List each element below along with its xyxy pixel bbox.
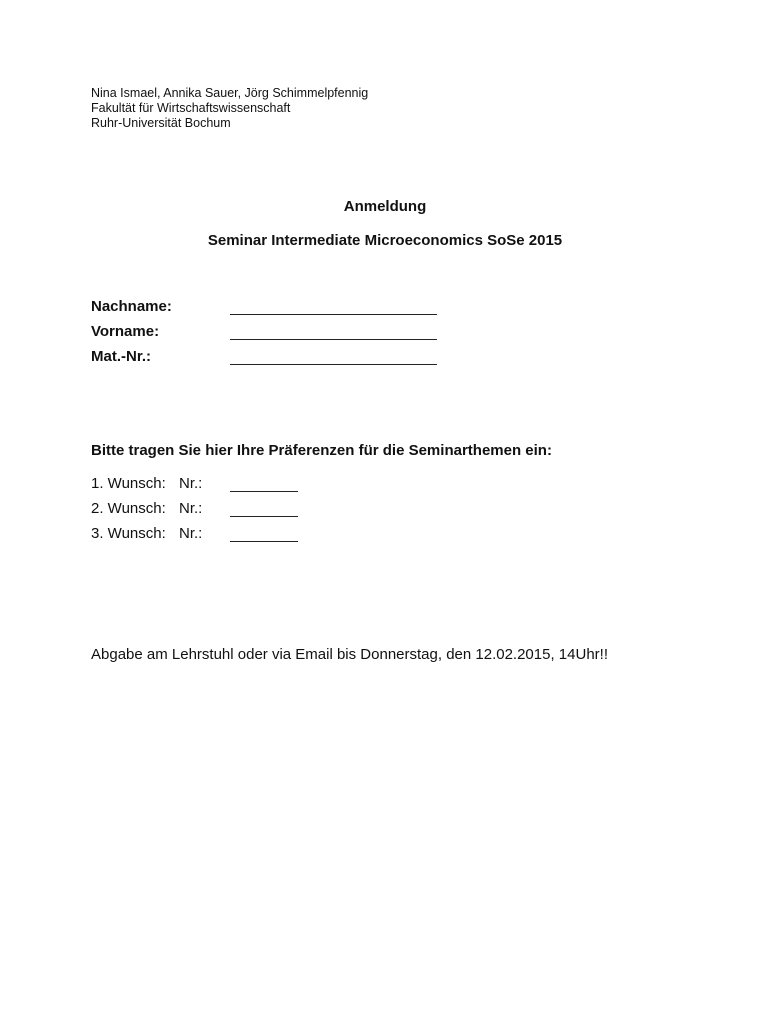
wish-nr-label: Nr.: [179, 475, 203, 492]
wish-label: 1. Wunsch: [91, 475, 166, 492]
wish-3-blank-line[interactable] [230, 541, 298, 542]
preferences-heading: Bitte tragen Sie hier Ihre Präferenzen für die Seminarthemen ein: [91, 442, 552, 459]
wish-1-blank-line[interactable] [230, 491, 298, 492]
wish-nr-label: Nr.: [179, 500, 203, 517]
document-title: Anmeldung [343, 198, 427, 215]
wish-row-3[interactable] [91, 525, 391, 547]
document-subtitle: Seminar Intermediate Microeconomics SoSe 2015 [207, 232, 563, 249]
wish-row-1[interactable] [91, 475, 391, 497]
wish-2-blank-line[interactable] [230, 516, 298, 517]
vorname-label: Vorname: [91, 323, 160, 340]
matnr-field[interactable] [91, 348, 511, 370]
authors-line: Nina Ismael, Annika Sauer, Jörg Schimmelpfennig [91, 86, 369, 100]
vorname-field[interactable] [91, 323, 511, 345]
matnr-blank-line[interactable] [230, 364, 437, 365]
faculty-line: Fakultät für Wirtschaftswissenschaft [91, 101, 291, 115]
nachname-blank-line[interactable] [230, 314, 437, 315]
submission-note: Abgabe am Lehrstuhl oder via Email bis Donnerstag, den 12.02.2015, 14Uhr!! [91, 646, 608, 663]
wish-label: 2. Wunsch: [91, 500, 166, 517]
wish-label: 3. Wunsch: [91, 525, 166, 542]
nachname-field[interactable] [91, 298, 511, 320]
university-line: Ruhr-Universität Bochum [91, 116, 231, 130]
document-header [91, 86, 368, 131]
wish-row-2[interactable] [91, 500, 391, 522]
vorname-blank-line[interactable] [230, 339, 437, 340]
nachname-label: Nachname: [91, 298, 172, 315]
matnr-label: Mat.-Nr.: [91, 348, 151, 365]
wish-nr-label: Nr.: [179, 525, 203, 542]
